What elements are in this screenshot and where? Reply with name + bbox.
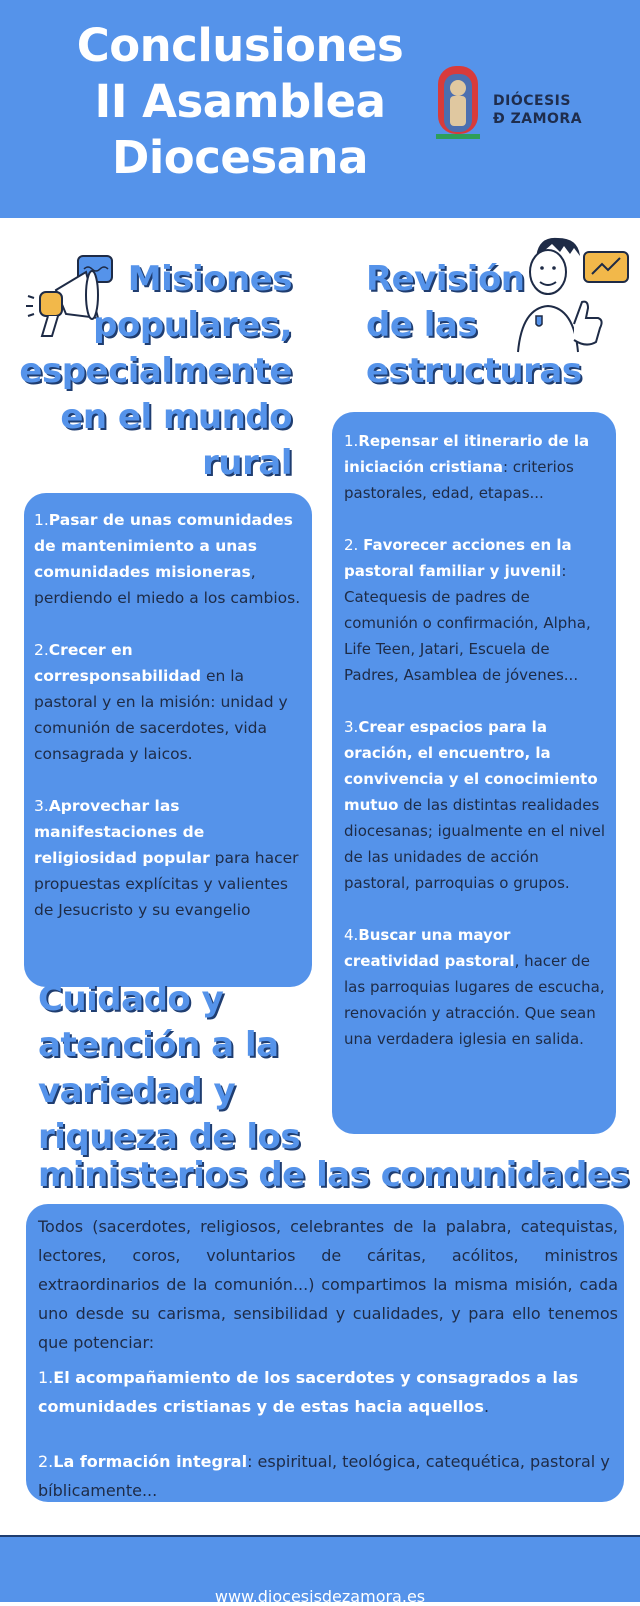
diocese-logo-text	[493, 92, 582, 128]
diocese-logo-icon	[436, 64, 480, 142]
cuidado-item-2: 2.La formación integral: espiritual, teológica, catequética, pastoral y bíblicamente...	[38, 1452, 610, 1500]
revision-item-2: 2. Favorecer acciones en la pastoral familiar y juvenil: Catequesis de padres de comunión o confirmación, Alpha, Life Teen, Jatari, Escuela de Padres, Asamblea de jóvenes...	[344, 536, 591, 684]
heading-line: Cuidado y	[38, 979, 224, 1019]
heading-line: de las	[366, 305, 478, 345]
heading-line: en el mundo	[60, 397, 292, 437]
heading-line: variedad y	[38, 1071, 236, 1111]
title-line-2: II Asamblea	[94, 75, 386, 128]
heading-line: estructuras	[366, 351, 582, 391]
misiones-item-2: 2.Crecer en corresponsabilidad en la pastoral y en la misión: unidad y comunión de sacerdotes, vida consagrada y laicos.	[34, 641, 288, 763]
logo-line-2: Ð ZAMORA	[493, 111, 583, 127]
website-link[interactable]: www.diocesisdezamora.es	[214, 1587, 426, 1606]
heading-line: rural	[202, 443, 292, 483]
heading-line: Revisión	[366, 259, 525, 299]
heading-misiones	[8, 256, 292, 486]
revision-item-1: 1.Repensar el itinerario de la iniciación cristiana: criterios pastorales, edad, etapas...	[344, 432, 590, 502]
revision-card	[332, 412, 616, 1134]
misiones-item-3: 3.Aprovechar las manifestaciones de religiosidad popular para hacer propuestas explícitas y valientes de Jesucristo y su evangelio	[34, 797, 299, 919]
heading-revision	[366, 256, 636, 394]
page-title	[50, 18, 430, 186]
heading-line: riqueza de los	[38, 1117, 301, 1157]
misiones-item-1: 1.Pasar de unas comunidades de mantenimiento a unas comunidades misioneras, perdiendo el miedo a los cambios.	[34, 511, 301, 607]
title-line-3: Diocesana	[112, 131, 368, 184]
misiones-card	[24, 493, 312, 987]
heading-line: populares,	[93, 305, 292, 345]
logo-line-1: DIÓCESIS	[493, 93, 571, 109]
heading-ministerios: ministerios de las comunidades	[38, 1155, 630, 1195]
heading-line: atención a la	[38, 1025, 279, 1065]
heading-line: especialmente	[19, 351, 292, 391]
heading-cuidado	[38, 976, 338, 1160]
cuidado-item-1: 1.El acompañamiento de los sacerdotes y consagrados a las comunidades cristianas y de estas hacia aquellos.	[38, 1368, 579, 1416]
revision-item-3: 3.Crear espacios para la oración, el encuentro, la convivencia y el conocimiento mutuo de las distintas realidades diocesanas; igualmente en el nivel de las unidades de acción pastoral, parroquias o grupos.	[344, 718, 606, 892]
cuidado-card	[26, 1204, 624, 1502]
heading-line: Misiones	[127, 259, 292, 299]
title-line-1: Conclusiones	[76, 19, 404, 72]
cuidado-intro: Todos (sacerdotes, religiosos, celebrantes de la palabra, catequistas, lectores, coros, voluntarios de cáritas, acólitos, ministros extraordinarios de la comunión...) compartimos la misma misión, cada uno desde su carisma, sensibilidad y cualidades, y para ello tenemos que potenciar:	[38, 1217, 618, 1352]
revision-item-4: 4.Buscar una mayor creatividad pastoral, hacer de las parroquias lugares de escucha, renovación y atracción. Que sean una verdadera iglesia en salida.	[344, 926, 605, 1048]
